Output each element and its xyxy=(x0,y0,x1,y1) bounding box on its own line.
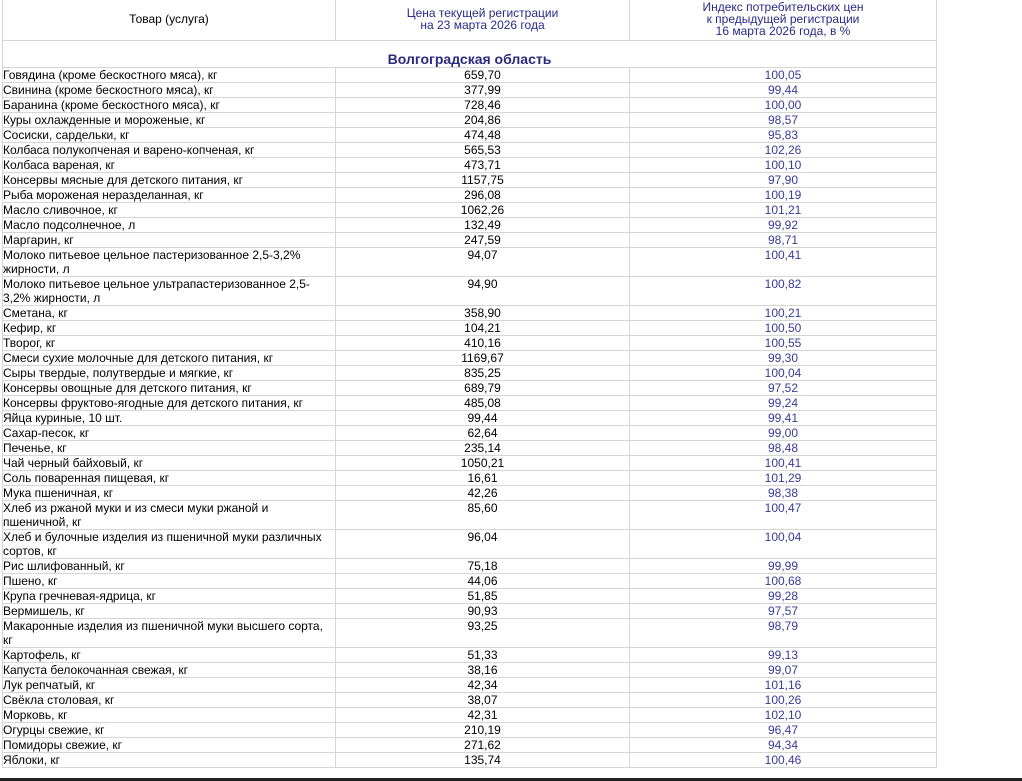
price-index-cell: 100,26 xyxy=(630,693,937,708)
product-name-cell: Консервы овощные для детского питания, кг xyxy=(3,381,336,396)
price-cell: 235,14 xyxy=(336,441,630,456)
price-index-cell: 97,90 xyxy=(630,173,937,188)
price-index-cell: 99,24 xyxy=(630,396,937,411)
product-name-cell: Консервы фруктово-ягодные для детского питания, кг xyxy=(3,396,336,411)
price-cell: 42,31 xyxy=(336,708,630,723)
price-index-cell: 101,29 xyxy=(630,471,937,486)
price-cell: 42,26 xyxy=(336,486,630,501)
price-index-cell: 99,44 xyxy=(630,83,937,98)
product-name-cell: Свёкла столовая, кг xyxy=(3,693,336,708)
price-cell: 42,34 xyxy=(336,678,630,693)
table-row xyxy=(3,321,937,336)
price-cell: 1157,75 xyxy=(336,173,630,188)
product-name-cell: Сыры твердые, полутвердые и мягкие, кг xyxy=(3,366,336,381)
product-name-cell: Колбаса вареная, кг xyxy=(3,158,336,173)
header-index-line3: 16 марта 2026 года, в % xyxy=(715,23,851,38)
product-name-cell: Масло подсолнечное, л xyxy=(3,218,336,233)
price-index-cell: 100,04 xyxy=(630,366,937,381)
price-index-cell: 98,71 xyxy=(630,233,937,248)
price-cell: 1062,26 xyxy=(336,203,630,218)
price-cell: 16,61 xyxy=(336,471,630,486)
price-index-cell: 100,41 xyxy=(630,248,937,277)
price-cell: 1169,67 xyxy=(336,351,630,366)
product-name-cell: Баранина (кроме бескостного мяса), кг xyxy=(3,98,336,113)
table-row xyxy=(3,218,937,233)
table-row xyxy=(3,530,937,559)
product-name-cell: Мука пшеничная, кг xyxy=(3,486,336,501)
price-cell: 51,33 xyxy=(336,648,630,663)
price-index-cell: 98,57 xyxy=(630,113,937,128)
product-name-cell: Сахар-песок, кг xyxy=(3,426,336,441)
header-row xyxy=(3,0,937,41)
product-name-cell: Печенье, кг xyxy=(3,441,336,456)
price-index-cell: 99,92 xyxy=(630,218,937,233)
price-index-cell: 99,00 xyxy=(630,426,937,441)
product-name-cell: Яйца куриные, 10 шт. xyxy=(3,411,336,426)
price-index-cell: 100,47 xyxy=(630,501,937,530)
product-name-cell: Колбаса полукопченая и варено-копченая, кг xyxy=(3,143,336,158)
price-index-cell: 100,05 xyxy=(630,68,937,83)
table-row xyxy=(3,396,937,411)
header-price-line1: Цена текущей регистрации xyxy=(406,5,559,20)
table-row xyxy=(3,648,937,663)
price-index-cell: 100,68 xyxy=(630,574,937,589)
product-name-cell: Соль поваренная пищевая, кг xyxy=(3,471,336,486)
table-row xyxy=(3,663,937,678)
price-index-cell: 100,46 xyxy=(630,753,937,768)
product-name-cell: Масло сливочное, кг xyxy=(3,203,336,218)
price-cell: 90,93 xyxy=(336,604,630,619)
price-index-cell: 98,38 xyxy=(630,486,937,501)
price-cell: 410,16 xyxy=(336,336,630,351)
table-row xyxy=(3,128,937,143)
price-index-cell: 102,10 xyxy=(630,708,937,723)
price-index-cell: 100,55 xyxy=(630,336,937,351)
product-name-cell: Куры охлажденные и мороженые, кг xyxy=(3,113,336,128)
price-cell: 75,18 xyxy=(336,559,630,574)
product-name-cell: Капуста белокочанная свежая, кг xyxy=(3,663,336,678)
table-row xyxy=(3,456,937,471)
product-name-cell: Пшено, кг xyxy=(3,574,336,589)
price-index-cell: 100,19 xyxy=(630,188,937,203)
table-row xyxy=(3,619,937,648)
price-index-cell: 99,99 xyxy=(630,559,937,574)
table-row xyxy=(3,738,937,753)
table-row xyxy=(3,366,937,381)
price-cell: 94,90 xyxy=(336,277,630,306)
price-index-cell: 97,52 xyxy=(630,381,937,396)
product-name-cell: Сосиски, сардельки, кг xyxy=(3,128,336,143)
product-name-cell: Рис шлифованный, кг xyxy=(3,559,336,574)
table-row xyxy=(3,203,937,218)
price-cell: 296,08 xyxy=(336,188,630,203)
product-name-cell: Говядина (кроме бескостного мяса), кг xyxy=(3,68,336,83)
header-index-line2: к предыдущей регистрации xyxy=(706,11,860,26)
price-index-cell: 101,21 xyxy=(630,203,937,218)
price-cell: 96,04 xyxy=(336,530,630,559)
product-name-cell: Маргарин, кг xyxy=(3,233,336,248)
price-index-cell: 94,34 xyxy=(630,738,937,753)
price-cell: 1050,21 xyxy=(336,456,630,471)
table-row xyxy=(3,83,937,98)
table-row xyxy=(3,113,937,128)
price-cell: 99,44 xyxy=(336,411,630,426)
price-index-cell: 100,04 xyxy=(630,530,937,559)
product-name-cell: Огурцы свежие, кг xyxy=(3,723,336,738)
product-name-cell: Кефир, кг xyxy=(3,321,336,336)
price-index-cell: 95,83 xyxy=(630,128,937,143)
table-row xyxy=(3,441,937,456)
price-index-cell: 97,57 xyxy=(630,604,937,619)
price-index-cell: 100,82 xyxy=(630,277,937,306)
price-index-cell: 96,47 xyxy=(630,723,937,738)
price-index-cell: 98,48 xyxy=(630,441,937,456)
table-row xyxy=(3,143,937,158)
price-index-cell: 98,79 xyxy=(630,619,937,648)
product-name-cell: Картофель, кг xyxy=(3,648,336,663)
table-row xyxy=(3,381,937,396)
price-cell: 38,07 xyxy=(336,693,630,708)
price-cell: 271,62 xyxy=(336,738,630,753)
header-price xyxy=(336,0,630,41)
price-cell: 358,90 xyxy=(336,306,630,321)
table-row xyxy=(3,68,937,83)
product-name-cell: Морковь, кг xyxy=(3,708,336,723)
table-row xyxy=(3,351,937,366)
price-index-cell: 99,07 xyxy=(630,663,937,678)
table-row xyxy=(3,426,937,441)
price-index-cell: 100,10 xyxy=(630,158,937,173)
price-index-cell: 102,26 xyxy=(630,143,937,158)
table-row xyxy=(3,188,937,203)
table-row xyxy=(3,723,937,738)
price-cell: 93,25 xyxy=(336,619,630,648)
price-cell: 565,53 xyxy=(336,143,630,158)
price-table xyxy=(2,0,937,768)
product-name-cell: Хлеб из ржаной муки и из смеси муки ржаной и пшеничной, кг xyxy=(3,501,336,530)
price-cell: 835,25 xyxy=(336,366,630,381)
price-cell: 44,06 xyxy=(336,574,630,589)
price-cell: 85,60 xyxy=(336,501,630,530)
price-cell: 94,07 xyxy=(336,248,630,277)
table-row xyxy=(3,708,937,723)
price-cell: 474,48 xyxy=(336,128,630,143)
product-name-cell: Рыба мороженая неразделанная, кг xyxy=(3,188,336,203)
price-cell: 51,85 xyxy=(336,589,630,604)
price-index-cell: 100,00 xyxy=(630,98,937,113)
price-index-cell: 100,50 xyxy=(630,321,937,336)
table-row xyxy=(3,753,937,768)
price-index-cell: 99,28 xyxy=(630,589,937,604)
price-cell: 377,99 xyxy=(336,83,630,98)
table-body xyxy=(3,68,937,768)
price-cell: 204,86 xyxy=(336,113,630,128)
table-row xyxy=(3,248,937,277)
table-row xyxy=(3,233,937,248)
product-name-cell: Крупа гречневая-ядрица, кг xyxy=(3,589,336,604)
product-name-cell: Молоко питьевое цельное пастеризованное 2,5-3,2% жирности, л xyxy=(3,248,336,277)
product-name-cell: Консервы мясные для детского питания, кг xyxy=(3,173,336,188)
price-index-cell: 99,41 xyxy=(630,411,937,426)
product-name-cell: Вермишель, кг xyxy=(3,604,336,619)
product-name-cell: Яблоки, кг xyxy=(3,753,336,768)
price-cell: 132,49 xyxy=(336,218,630,233)
table-row xyxy=(3,411,937,426)
price-cell: 38,16 xyxy=(336,663,630,678)
product-name-cell: Сметана, кг xyxy=(3,306,336,321)
price-cell: 247,59 xyxy=(336,233,630,248)
product-name-cell: Смеси сухие молочные для детского питания, кг xyxy=(3,351,336,366)
table-row xyxy=(3,336,937,351)
table-row xyxy=(3,98,937,113)
price-cell: 135,74 xyxy=(336,753,630,768)
header-price-line2: на 23 марта 2026 года xyxy=(420,17,545,32)
table-row xyxy=(3,277,937,306)
table-row xyxy=(3,173,937,188)
table-row xyxy=(3,678,937,693)
table-row xyxy=(3,501,937,530)
price-cell: 689,79 xyxy=(336,381,630,396)
header-product xyxy=(3,0,336,41)
product-name-cell: Чай черный байховый, кг xyxy=(3,456,336,471)
table-row xyxy=(3,574,937,589)
table-row xyxy=(3,306,937,321)
header-index-line1: Индекс потребительских цен xyxy=(702,0,864,14)
region-title: Волгоградская область xyxy=(3,41,937,68)
price-index-cell: 99,13 xyxy=(630,648,937,663)
price-cell: 104,21 xyxy=(336,321,630,336)
product-name-cell: Хлеб и булочные изделия из пшеничной муки различных сортов, кг xyxy=(3,530,336,559)
price-index-cell: 100,21 xyxy=(630,306,937,321)
product-name-cell: Творог, кг xyxy=(3,336,336,351)
price-index-cell: 100,41 xyxy=(630,456,937,471)
table-row xyxy=(3,158,937,173)
header-index xyxy=(630,0,937,41)
price-cell: 485,08 xyxy=(336,396,630,411)
product-name-cell: Свинина (кроме бескостного мяса), кг xyxy=(3,83,336,98)
product-name-cell: Молоко питьевое цельное ультрапастеризованное 2,5-3,2% жирности, л xyxy=(3,277,336,306)
price-cell: 210,19 xyxy=(336,723,630,738)
region-row xyxy=(3,41,937,68)
product-name-cell: Лук репчатый, кг xyxy=(3,678,336,693)
table-row xyxy=(3,604,937,619)
price-cell: 728,46 xyxy=(336,98,630,113)
price-cell: 473,71 xyxy=(336,158,630,173)
table-row xyxy=(3,559,937,574)
price-index-cell: 99,30 xyxy=(630,351,937,366)
product-name-cell: Макаронные изделия из пшеничной муки высшего сорта, кг xyxy=(3,619,336,648)
product-name-cell: Помидоры свежие, кг xyxy=(3,738,336,753)
price-cell: 62,64 xyxy=(336,426,630,441)
table-row xyxy=(3,471,937,486)
header-product-label: Товар (услуга) xyxy=(129,11,209,26)
table-row xyxy=(3,486,937,501)
table-row xyxy=(3,693,937,708)
price-index-cell: 101,16 xyxy=(630,678,937,693)
table-row xyxy=(3,589,937,604)
price-cell: 659,70 xyxy=(336,68,630,83)
